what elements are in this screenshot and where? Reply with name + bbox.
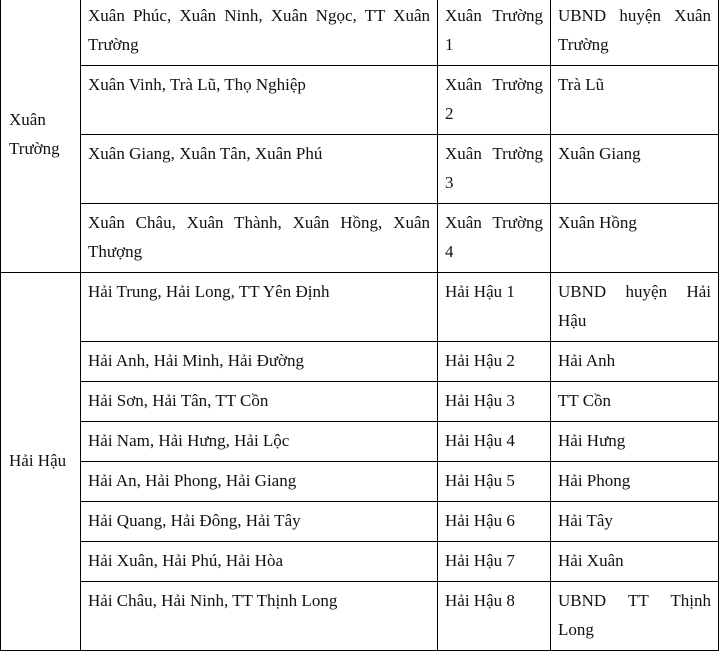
location-cell: Xuân Hồng	[551, 204, 719, 273]
district-cell: Hải Hậu	[1, 273, 81, 651]
table-row	[1, 0, 719, 66]
unit-cell: Xuân Trường 1	[438, 0, 551, 66]
table-row	[1, 542, 719, 582]
location-cell: Xuân Giang	[551, 135, 719, 204]
communes-cell: Hải Anh, Hải Minh, Hải Đường	[81, 342, 438, 382]
unit-cell: Xuân Trường 3	[438, 135, 551, 204]
table-row	[1, 582, 719, 651]
communes-cell: Hải Sơn, Hải Tân, TT Cồn	[81, 382, 438, 422]
communes-cell: Hải An, Hải Phong, Hải Giang	[81, 462, 438, 502]
communes-cell: Hải Quang, Hải Đông, Hải Tây	[81, 502, 438, 542]
unit-cell: Hải Hậu 3	[438, 382, 551, 422]
communes-cell: Xuân Châu, Xuân Thành, Xuân Hồng, Xuân Thượng	[81, 204, 438, 273]
location-cell: Hải Hưng	[551, 422, 719, 462]
table-row	[1, 382, 719, 422]
location-cell: Hải Phong	[551, 462, 719, 502]
table-row	[1, 273, 719, 342]
unit-cell: Hải Hậu 5	[438, 462, 551, 502]
table-row	[1, 502, 719, 542]
communes-cell: Hải Châu, Hải Ninh, TT Thịnh Long	[81, 582, 438, 651]
communes-cell: Hải Trung, Hải Long, TT Yên Định	[81, 273, 438, 342]
table-row	[1, 462, 719, 502]
unit-cell: Hải Hậu 2	[438, 342, 551, 382]
table-row	[1, 135, 719, 204]
location-cell: UBND huyện Hải Hậu	[551, 273, 719, 342]
location-cell: TT Cồn	[551, 382, 719, 422]
communes-cell: Hải Xuân, Hải Phú, Hải Hòa	[81, 542, 438, 582]
location-cell: Trà Lũ	[551, 66, 719, 135]
table-row	[1, 422, 719, 462]
unit-cell: Hải Hậu 8	[438, 582, 551, 651]
unit-cell: Hải Hậu 1	[438, 273, 551, 342]
communes-cell: Hải Nam, Hải Hưng, Hải Lộc	[81, 422, 438, 462]
communes-cell: Xuân Vinh, Trà Lũ, Thọ Nghiệp	[81, 66, 438, 135]
table-row	[1, 342, 719, 382]
unit-cell: Hải Hậu 6	[438, 502, 551, 542]
unit-cell: Xuân Trường 4	[438, 204, 551, 273]
district-cell: Xuân Trường	[1, 0, 81, 273]
location-cell: Hải Xuân	[551, 542, 719, 582]
unit-cell: Xuân Trường 2	[438, 66, 551, 135]
unit-cell: Hải Hậu 7	[438, 542, 551, 582]
communes-cell: Xuân Giang, Xuân Tân, Xuân Phú	[81, 135, 438, 204]
location-cell: UBND TT Thịnh Long	[551, 582, 719, 651]
location-cell: Hải Tây	[551, 502, 719, 542]
location-cell: Hải Anh	[551, 342, 719, 382]
unit-cell: Hải Hậu 4	[438, 422, 551, 462]
communes-cell: Xuân Phúc, Xuân Ninh, Xuân Ngọc, TT Xuân Trường	[81, 0, 438, 66]
table-row	[1, 204, 719, 273]
table-row	[1, 66, 719, 135]
location-cell: UBND huyện Xuân Trường	[551, 0, 719, 66]
